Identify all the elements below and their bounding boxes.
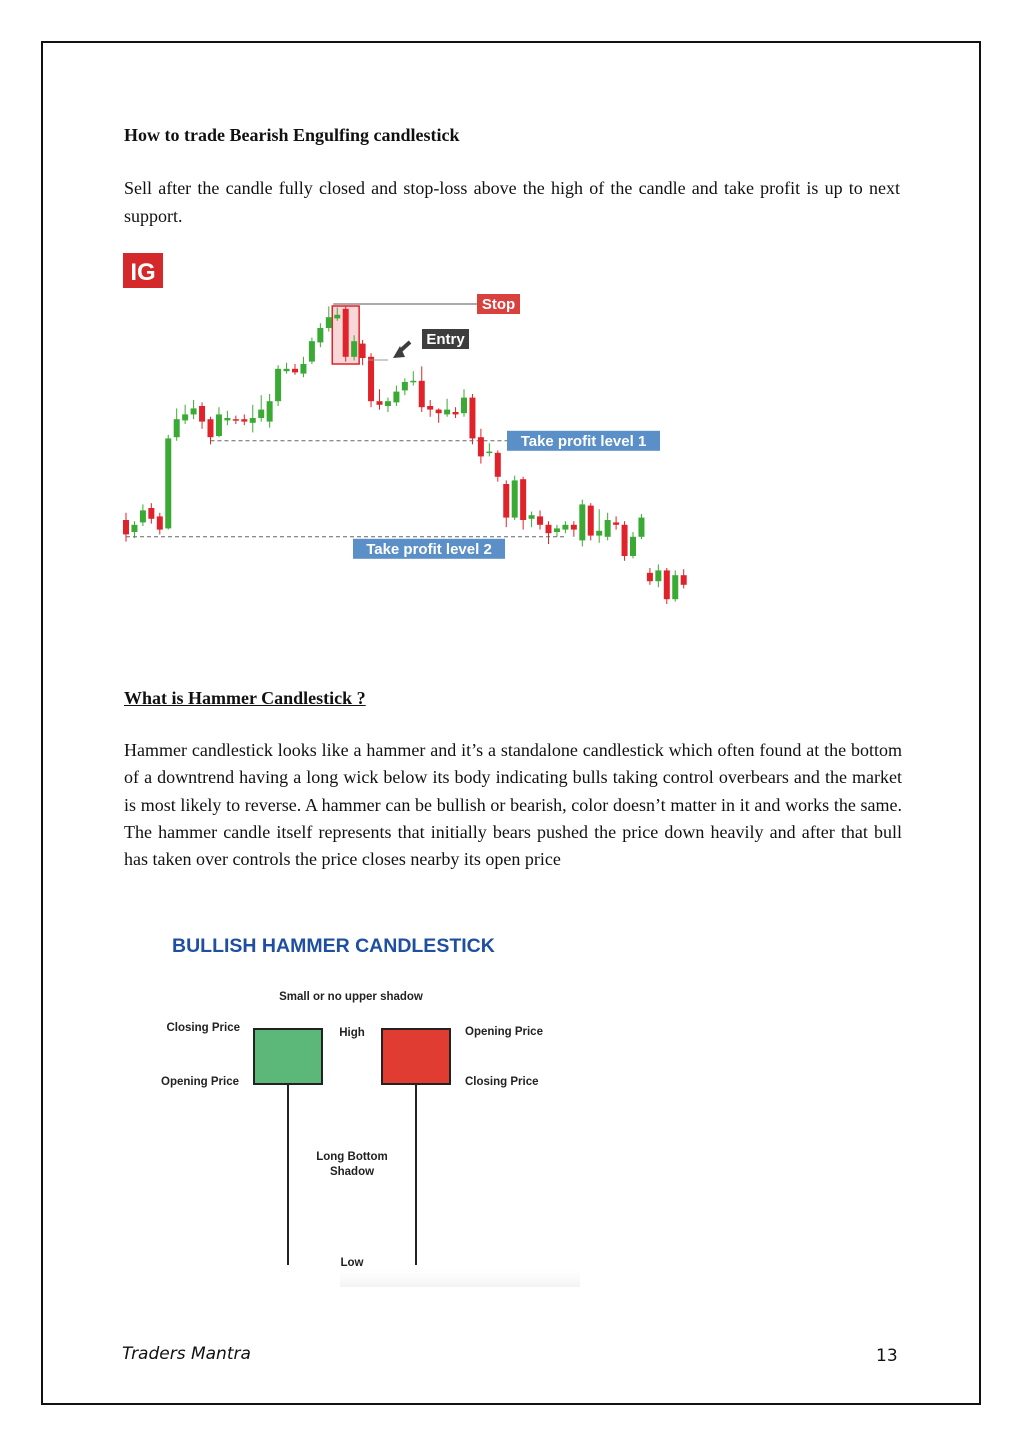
candle: [520, 477, 526, 530]
entry-label: [422, 329, 469, 349]
candle: [360, 340, 366, 365]
candle: [233, 416, 239, 424]
candle: [309, 338, 315, 364]
candle-body: [554, 528, 560, 532]
candle-body: [174, 419, 180, 437]
candle: [605, 513, 611, 541]
candle-body: [267, 401, 273, 421]
candle: [182, 405, 188, 424]
bullish-hammer-body: [254, 1029, 322, 1084]
candle-body: [571, 525, 577, 530]
take-profit-2-label: [353, 539, 505, 559]
candle-body: [647, 573, 653, 581]
candle-body: [275, 369, 281, 401]
candle-body: [638, 518, 644, 537]
candle-body: [258, 410, 264, 418]
stop-label: [477, 294, 520, 314]
candle-body: [427, 406, 433, 410]
take-profit-1-label-text: Take profit level 1: [520, 432, 647, 450]
candle-body: [208, 419, 214, 437]
label-opening-price-left: Opening Price: [161, 1076, 239, 1088]
candle: [326, 306, 332, 331]
candle-body: [681, 575, 687, 585]
candle: [292, 364, 298, 375]
candle: [157, 513, 163, 535]
take-profit-1-label: [507, 431, 660, 451]
candle: [571, 521, 577, 537]
label-low: Low: [340, 1257, 364, 1269]
candle: [250, 405, 256, 433]
ig-logo: [123, 253, 163, 288]
candle-body: [579, 504, 585, 540]
footer-brand: Traders Mantra: [122, 1344, 251, 1364]
candle: [638, 514, 644, 539]
candle-body: [309, 341, 315, 361]
candle: [275, 365, 281, 406]
candle: [622, 521, 628, 561]
bearish-hammer-body: [382, 1029, 450, 1084]
candle: [562, 521, 568, 533]
candle-body: [495, 453, 501, 477]
candle-body: [250, 418, 256, 423]
candle: [284, 363, 290, 374]
candle: [402, 378, 408, 395]
candle-body: [672, 575, 678, 599]
candle: [537, 510, 543, 529]
candle-body: [596, 531, 602, 536]
candle-body: [444, 410, 450, 415]
candle: [436, 408, 442, 422]
candle-body: [537, 516, 543, 524]
candle-body: [233, 419, 239, 421]
candle: [546, 521, 552, 544]
candle-body: [393, 392, 399, 403]
candle-body: [588, 506, 594, 536]
candle: [478, 429, 484, 464]
candle-body: [284, 369, 290, 371]
section-heading-bearish-engulfing: How to trade Bearish Engulfing candlestick: [124, 125, 460, 145]
candle-body: [360, 344, 366, 358]
candle-body: [182, 414, 188, 420]
candle: [453, 407, 459, 418]
candle-body: [199, 406, 205, 422]
candle-body: [461, 398, 467, 414]
candle: [258, 395, 264, 421]
take-profit-2-label-text: Take profit level 2: [366, 540, 492, 558]
entry-label-text: Entry: [426, 331, 465, 348]
candle-body: [241, 419, 247, 421]
candle: [148, 503, 154, 523]
candle: [241, 414, 247, 425]
label-high: High: [339, 1027, 365, 1039]
candle-body: [453, 412, 459, 414]
candle: [343, 306, 349, 361]
candle-body: [520, 479, 526, 520]
candle-body: [469, 398, 475, 439]
hammer-diagram: [150, 925, 580, 1290]
candle-body: [326, 317, 332, 328]
candle: [596, 509, 602, 543]
candle-body: [131, 525, 137, 532]
label-upper-shadow: Small or no upper shadow: [279, 991, 423, 1003]
diagram-title: BULLISH HAMMER CANDLESTICK: [172, 935, 495, 957]
candle: [199, 402, 205, 428]
candle: [317, 323, 323, 347]
candle-body: [613, 522, 619, 524]
candle: [216, 407, 222, 437]
footer-page-number: 13: [876, 1346, 898, 1366]
candle: [444, 399, 450, 417]
section-paragraph-hammer: Hammer candlestick looks like a hammer and it’s a standalone candlestick which often found at the bottom of a downtrend having a long wick below its body indicating bulls taking control overbears and the market is most likely to reverse. A hammer can be bullish or bearish, color doesn’t matter in it and works the same. The hammer candle itself represents that initially bears pushed the price down heavily and after that bull has taken over controls the price closes nearby its open price: [124, 740, 902, 870]
section-paragraph-bearish-engulfing: Sell after the candle fully closed and stop-loss above the high of the candle and take profit is up to next support.: [124, 178, 900, 226]
candle-body: [478, 437, 484, 456]
candle: [419, 366, 425, 412]
candle-body: [157, 516, 163, 529]
candle: [140, 504, 146, 526]
candle-body: [224, 418, 230, 420]
candle: [512, 476, 518, 520]
candle: [655, 564, 661, 587]
candle-body: [343, 309, 349, 357]
label-long-bottom-shadow-line2: Shadow: [329, 1166, 375, 1178]
candle-body: [402, 382, 408, 390]
diagram-bottom-shade: [340, 1265, 580, 1287]
candle-body: [410, 381, 416, 383]
candle: [461, 389, 467, 417]
candle: [300, 357, 306, 377]
candle-body: [622, 525, 628, 556]
candle: [579, 500, 585, 547]
candle-body: [664, 570, 670, 599]
candle-body: [165, 438, 171, 528]
candle: [495, 450, 501, 481]
candle-body: [436, 410, 442, 414]
candle-body: [334, 315, 340, 319]
candle-body: [377, 401, 383, 405]
candle: [224, 411, 230, 425]
candle: [469, 394, 475, 444]
candle-body: [385, 401, 391, 406]
candle: [131, 521, 137, 538]
label-closing-price-right: Closing Price: [465, 1076, 539, 1088]
candle-body: [630, 537, 636, 556]
candle-body: [148, 508, 154, 519]
bullish-hammer-candle: [254, 1029, 322, 1265]
candle: [165, 435, 171, 530]
candle-body: [512, 480, 518, 517]
candle: [267, 394, 273, 428]
candle: [554, 525, 560, 537]
candle: [410, 371, 416, 385]
candle-body: [317, 328, 323, 342]
candle-body: [655, 570, 661, 581]
candle-body: [486, 452, 492, 454]
candle: [630, 532, 636, 558]
section-heading-hammer: What is Hammer Candlestick ?: [124, 688, 366, 708]
candle-body: [216, 414, 222, 436]
candle-body: [562, 525, 568, 530]
candle: [672, 570, 678, 601]
candle: [503, 480, 509, 527]
candle: [664, 568, 670, 604]
candle-body: [292, 369, 298, 373]
candle: [368, 353, 374, 407]
candle-body: [300, 364, 306, 374]
candle-body: [140, 510, 146, 522]
label-long-bottom-shadow-line1: Long Bottom: [316, 1151, 388, 1163]
entry-arrow-icon: [368, 342, 410, 360]
label-opening-price-right: Opening Price: [465, 1026, 543, 1038]
candle: [613, 516, 619, 529]
candle: [681, 569, 687, 588]
bearish-engulfing-chart: [120, 250, 700, 620]
candle-body: [123, 520, 129, 534]
candle: [208, 417, 214, 445]
bearish-hammer-candle: [382, 1029, 450, 1265]
label-closing-price-left: Closing Price: [166, 1022, 240, 1034]
candle-body: [605, 520, 611, 537]
candle: [588, 503, 594, 540]
candle-body: [419, 381, 425, 407]
candle-body: [191, 408, 197, 414]
stop-label-text: Stop: [481, 296, 516, 313]
candle-body: [368, 357, 374, 401]
candle: [174, 408, 180, 440]
candle: [486, 443, 492, 456]
candle: [393, 386, 399, 406]
ig-logo-text: IG: [130, 259, 156, 286]
candle: [191, 400, 197, 419]
candle-body: [503, 484, 509, 518]
candle: [377, 389, 383, 409]
candle-body: [529, 515, 535, 519]
candle-body: [351, 341, 357, 357]
candle-body: [546, 525, 552, 533]
candle: [427, 400, 433, 417]
candle: [647, 568, 653, 585]
candle: [529, 512, 535, 528]
candle: [385, 398, 391, 412]
